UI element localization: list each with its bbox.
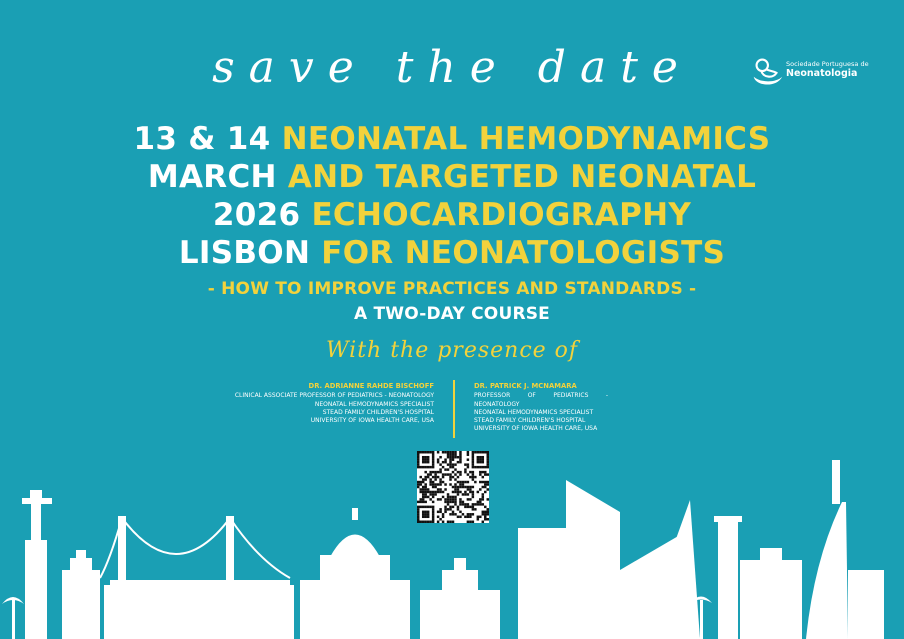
logo-society-label: Sociedade Portuguesa de [786, 60, 869, 68]
headline-row [0, 158, 904, 196]
speaker-role: NEONATAL HEMODYNAMICS SPECIALIST [314, 400, 434, 408]
speaker-hospital: STEAD FAMILY CHILDREN'S HOSPITAL [474, 417, 586, 425]
course-headline [0, 120, 904, 272]
speaker-role: PROFESSOR OF PEDIATRICS - NEONATOLOGY [474, 392, 608, 408]
speaker-hospital: STEAD FAMILY CHILDREN'S HOSPITAL [322, 408, 434, 416]
presence-label: With the presence of [325, 338, 579, 363]
speaker-bischoff [194, 382, 434, 425]
date-year: 2026 [212, 197, 301, 233]
subtitle: - HOW TO IMPROVE PRACTICES AND STANDARDS - [207, 279, 697, 299]
location: LISBON [178, 235, 311, 271]
save-the-date-title: save the date [212, 42, 692, 93]
speaker-role: NEONATAL HEMODYNAMICS SPECIALIST [474, 408, 594, 416]
speaker-university: UNIVERSITY OF IOWA HEALTH CARE, USA [310, 417, 434, 425]
speaker-role: CLINICAL ASSOCIATE PROFESSOR OF PEDIATRICS - NEONATOLOGY [234, 392, 434, 400]
speaker-university: UNIVERSITY OF IOWA HEALTH CARE, USA [474, 425, 598, 433]
speaker-mcnamara [474, 382, 608, 434]
title-line: ECHOCARDIOGRAPHY [311, 197, 692, 233]
date-month: MARCH [147, 159, 277, 195]
title-line: FOR NEONATOLOGISTS [321, 235, 726, 271]
speaker-name: DR. PATRICK J. MCNAMARA [474, 382, 577, 390]
headline-row [0, 234, 904, 272]
speaker-divider [453, 380, 455, 438]
spn-logo [748, 50, 869, 110]
date-day: 13 & 14 [133, 121, 271, 157]
headline-row [0, 196, 904, 234]
speaker-name: DR. ADRIANNE RAHDE BISCHOFF [308, 382, 434, 390]
headline-row [0, 120, 904, 158]
baby-logo-icon [748, 52, 786, 90]
title-line: AND TARGETED NEONATAL [287, 159, 757, 195]
title-line: NEONATAL HEMODYNAMICS [281, 121, 771, 157]
lisbon-skyline-illustration [0, 440, 904, 639]
logo-neonatologia-label: Neonatologia [786, 68, 858, 79]
course-label: A TWO-DAY COURSE [354, 304, 550, 324]
